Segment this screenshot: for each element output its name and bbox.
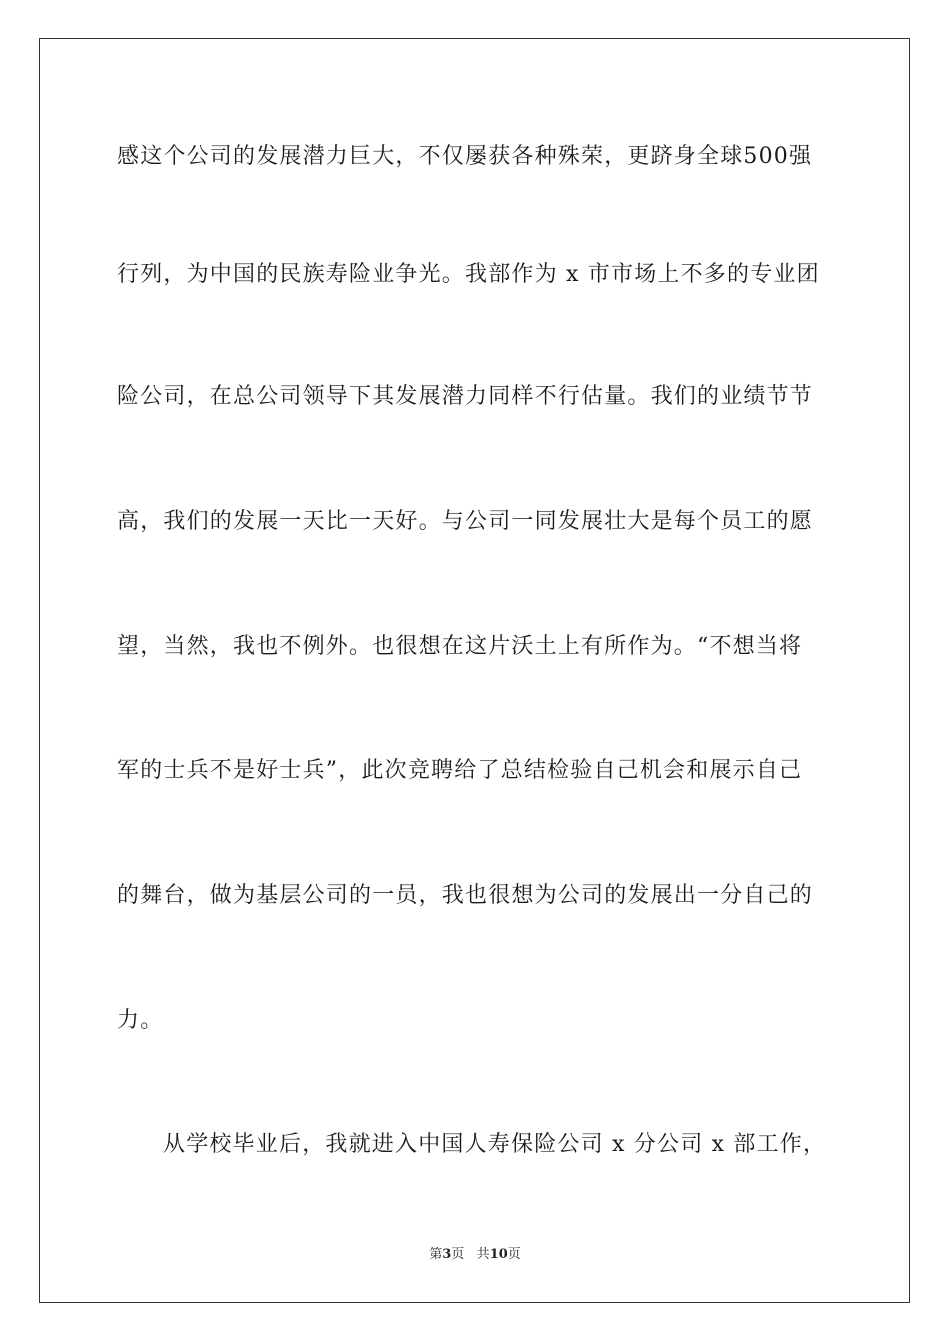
body-line-1: 感这个公司的发展潜力巨大，不仅屡获各种殊荣，更跻身全球500强 [117,144,813,169]
footer-page-total: 10 [489,1247,508,1262]
footer-page-current: 3 [442,1247,452,1262]
body-line-4: 高，我们的发展一天比一天好。与公司一同发展壮大是每个员工的愿 [117,509,814,534]
body-line-7: 的舞台，做为基层公司的一员，我也很想为公司的发展出一分自己的 [117,883,814,908]
body-line-2: 行列，为中国的民族寿险业争光。我部作为 x 市市场上不多的专业团 [117,262,820,287]
body-line-3: 险公司，在总公司领导下其发展潜力同样不行估量。我们的业绩节节 [117,384,814,409]
footer-total-prefix: 共 [476,1247,490,1262]
footer-page-suffix: 页 [451,1247,465,1262]
footer-page-prefix: 第 [429,1247,443,1262]
body-line-9-paragraph-start: 从学校毕业后，我就进入中国人寿保险公司 x 分公司 x 部工作， [163,1132,827,1157]
body-line-5: 望，当然，我也不例外。也很想在这片沃土上有所作为。“不想当将 [117,634,803,659]
body-line-6: 军的士兵不是好士兵”，此次竞聘给了总结检验自己机会和展示自己 [117,758,803,783]
footer-total-suffix: 页 [507,1247,521,1262]
body-line-8: 力。 [117,1008,164,1033]
page-frame [39,38,910,1303]
page-footer [0,1247,950,1263]
